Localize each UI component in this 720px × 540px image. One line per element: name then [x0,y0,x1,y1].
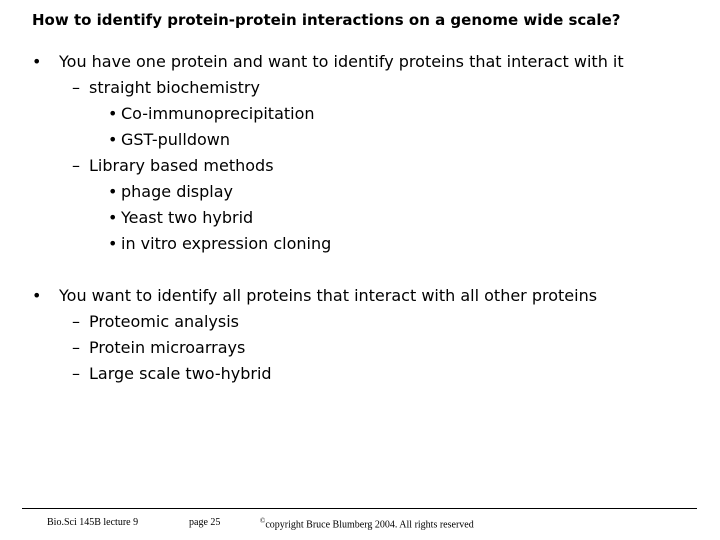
bullet-marker: • [32,52,42,71]
sub-bullet-text: Proteomic analysis [89,312,239,331]
footer-divider [22,508,697,509]
footer-page: page 25 [189,517,221,528]
sub-bullet-item [72,75,260,101]
bullet-marker: • [32,286,42,305]
sub-sub-bullet-text: Yeast two hybrid [121,208,254,227]
sub-bullet-text: straight biochemistry [89,78,260,97]
bullet-marker: • [108,182,118,201]
footer-copyright [260,517,474,530]
sub-bullet-text: Library based methods [89,156,274,175]
sub-sub-bullet-text: in vitro expression cloning [121,234,332,253]
dash-marker: – [72,364,80,383]
sub-bullet-text: Protein microarrays [89,338,246,357]
bullet-marker: • [108,208,118,227]
bullet-text: You want to identify all proteins that interact with all other proteins [59,286,598,305]
footer-course: Bio.Sci 145B lecture 9 [47,517,139,528]
sub-sub-bullet-text: phage display [121,182,233,201]
sub-bullet-text: Large scale two-hybrid [89,364,272,383]
sub-sub-bullet-item [108,101,315,127]
slide-title: How to identify protein-protein interactions on a genome wide scale? [32,11,621,29]
bullet-marker: • [108,234,118,253]
sub-sub-bullet-item [108,127,230,153]
dash-marker: – [72,156,80,175]
sub-bullet-item [72,361,272,387]
sub-bullet-item [72,335,245,361]
sub-sub-bullet-text: Co-immunoprecipitation [121,104,315,123]
sub-bullet-item [72,309,239,335]
bullet-marker: • [108,130,118,149]
bullet-marker: • [108,104,118,123]
copyright-symbol: © [260,517,266,525]
sub-sub-bullet-item [108,179,233,205]
copyright-text: copyright Bruce Blumberg 2004. All rights reserved [265,519,474,531]
sub-sub-bullet-item [108,231,331,257]
bullet-item [32,49,624,75]
sub-sub-bullet-item [108,205,253,231]
dash-marker: – [72,338,80,357]
sub-bullet-item [72,153,274,179]
bullet-item [32,283,597,309]
dash-marker: – [72,78,80,97]
sub-sub-bullet-text: GST-pulldown [121,130,230,149]
dash-marker: – [72,312,80,331]
bullet-text: You have one protein and want to identify proteins that interact with it [59,52,624,71]
